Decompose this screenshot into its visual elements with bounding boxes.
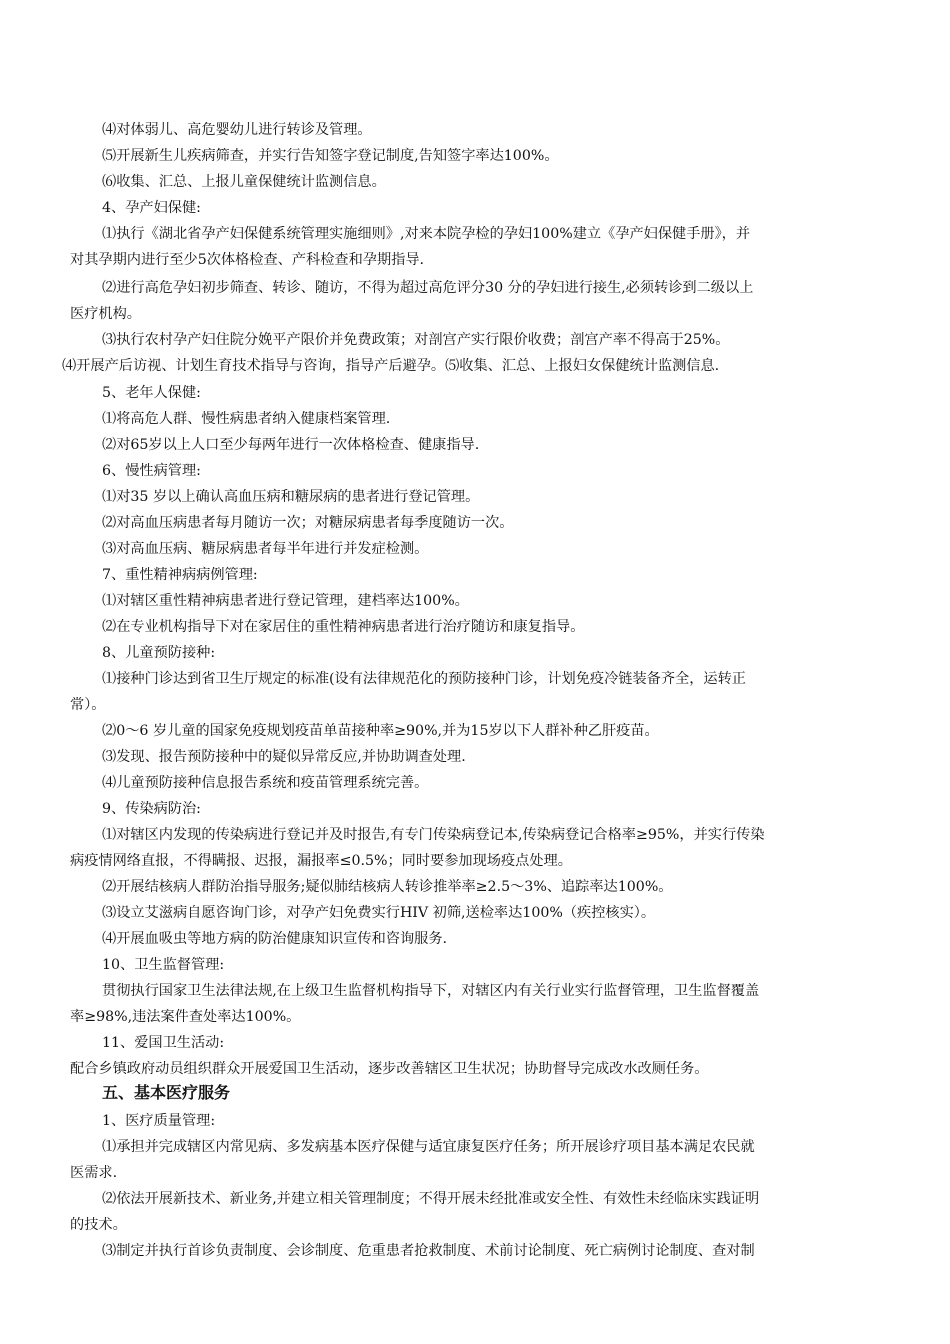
- text-line: 病疫情网络直报，不得瞒报、迟报，漏报率≤0.5%；同时要参加现场疫点处理。: [70, 853, 572, 869]
- text-line: ⑴对辖区内发现的传染病进行登记并及时报告,有专门传染病登记本,传染病登记合格率≥95%，并实行传染: [102, 827, 765, 843]
- text-line: ⑵对65岁以上人口至少每两年进行一次体格检查、健康指导.: [102, 437, 480, 453]
- text-line: ⑷开展血吸虫等地方病的防治健康知识宣传和咨询服务.: [102, 931, 448, 947]
- text-line: 率≥98%,违法案件查处率达100%。: [70, 1009, 301, 1025]
- text-line: ⑵开展结核病人群防治指导服务;疑似肺结核病人转诊推举率≥2.5～3%、追踪率达100%。: [102, 879, 673, 895]
- text-line: 医需求.: [70, 1165, 118, 1181]
- text-line: ⑵依法开展新技术、新业务,并建立相关管理制度；不得开展未经批准或安全性、有效性未经临床实践证明: [102, 1191, 760, 1207]
- text-line: ⑶设立艾滋病自愿咨询门诊，对孕产妇免费实行HIV 初筛,送检率达100%（疾控核实）。: [102, 905, 656, 921]
- text-line: ⑴接种门诊达到省卫生厅规定的标准(设有法律规范化的预防接种门诊，计划免疫冷链装备齐全，运转正: [102, 671, 746, 687]
- text-line: 5、老年人保健:: [102, 385, 201, 401]
- text-line: ⑴执行《湖北省孕产妇保健系统管理实施细则》,对来本院孕检的孕妇100%建立《孕产妇保健手册》，并: [102, 226, 751, 242]
- text-line: ⑹收集、汇总、上报儿童保健统计监测信息。: [102, 174, 386, 190]
- text-line: 9、传染病防治:: [102, 801, 201, 817]
- text-line: ⑸开展新生儿疾病筛查，并实行告知签字登记制度,告知签字率达100%。: [102, 148, 559, 164]
- text-line: 对其孕期内进行至少5次体格检查、产科检查和孕期指导.: [70, 252, 425, 268]
- text-line: ⑶发现、报告预防接种中的疑似异常反应,并协助调查处理.: [102, 749, 466, 765]
- text-line: ⑴承担并完成辖区内常见病、多发病基本医疗保健与适宜康复医疗任务；所开展诊疗项目基本满足农民就: [102, 1139, 755, 1155]
- text-line: ⑴对辖区重性精神病患者进行登记管理，建档率达100%。: [102, 593, 469, 609]
- text-line: ⑵在专业机构指导下对在家居住的重性精神病患者进行治疗随访和康复指导。: [102, 619, 585, 635]
- text-line: ⑷儿童预防接种信息报告系统和疫苗管理系统完善。: [102, 775, 429, 791]
- text-line: 的技术。: [70, 1217, 127, 1233]
- text-line: 医疗机构。: [70, 306, 141, 322]
- text-line: ⑵对高血压病患者每月随访一次；对糖尿病患者每季度随访一次。: [102, 515, 514, 531]
- text-line: 8、儿童预防接种:: [102, 645, 216, 661]
- text-line: ⑴将高危人群、慢性病患者纳入健康档案管理.: [102, 411, 391, 427]
- text-line: 4、孕产妇保健:: [102, 200, 201, 216]
- text-line: ⑴对35 岁以上确认高血压病和糖尿病的患者进行登记管理。: [102, 489, 480, 505]
- text-line: 常）。: [70, 697, 106, 713]
- text-line: 7、重性精神病病例管理:: [102, 567, 258, 583]
- text-line: ⑷对体弱儿、高危婴幼儿进行转诊及管理。: [102, 122, 372, 138]
- text-line: 1、医疗质量管理:: [102, 1113, 216, 1129]
- text-line: 10、卫生监督管理:: [102, 957, 225, 973]
- text-line: ⑶制定并执行首诊负责制度、会诊制度、危重患者抢救制度、术前讨论制度、死亡病例讨论制度、查对制: [102, 1243, 755, 1259]
- text-line: 贯彻执行国家卫生法律法规,在上级卫生监督机构指导下，对辖区内有关行业实行监督管理，卫生监督覆盖: [102, 983, 760, 999]
- text-line: ⑷开展产后访视、计划生育技术指导与咨询，指导产后避孕。⑸收集、汇总、上报妇女保健统计监测信息.: [62, 358, 720, 374]
- text-line: ⑵0～6 岁儿童的国家免疫规划疫苗单苗接种率≥90%,并为15岁以下人群补种乙肝疫苗。: [102, 723, 659, 739]
- text-line: 11、爱国卫生活动:: [102, 1035, 225, 1051]
- section-heading: 五、基本医疗服务: [102, 1083, 231, 1102]
- text-line: 6、慢性病管理:: [102, 463, 201, 479]
- text-line: ⑶执行农村孕产妇住院分娩平产限价并免费政策；对剖宫产实行限价收费；剖宫产率不得高于25%。: [102, 332, 730, 348]
- text-line: 配合乡镇政府动员组织群众开展爱国卫生活动，逐步改善辖区卫生状况；协助督导完成改水改厕任务。: [70, 1061, 709, 1077]
- text-line: ⑶对高血压病、糖尿病患者每半年进行并发症检测。: [102, 541, 429, 557]
- text-line: ⑵进行高危孕妇初步筛查、转诊、随访，不得为超过高危评分30 分的孕妇进行接生,必须转诊到二级以上: [102, 280, 754, 296]
